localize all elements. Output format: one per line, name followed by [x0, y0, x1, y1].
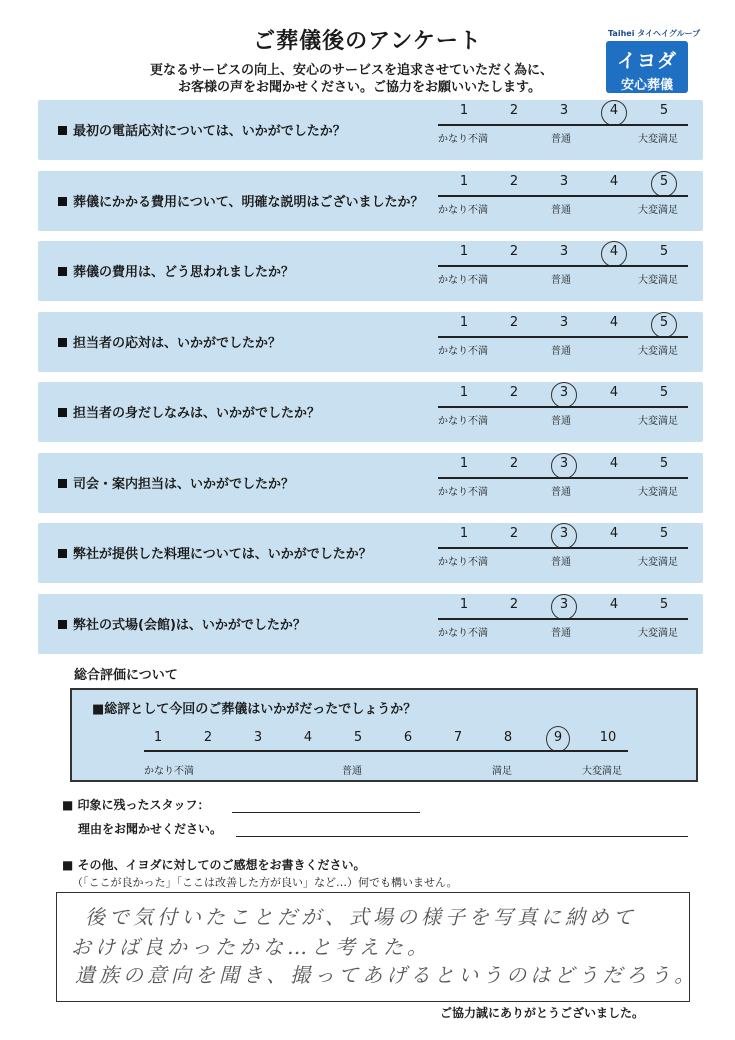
- logo-group: [606, 28, 701, 39]
- square-bullet-icon: [58, 620, 67, 629]
- scale-line: [438, 124, 688, 126]
- scale-label-low: かなり不満: [438, 275, 488, 286]
- scale-label-mid: 普通: [551, 627, 571, 639]
- comments-title: ■ その他、イヨダに対してのご感想をお書きください。: [62, 858, 366, 872]
- scale-line: [438, 406, 688, 408]
- scale-label-low: かなり不満: [438, 627, 488, 639]
- scale-line: [438, 618, 688, 620]
- comment-line-1: 後で気付いたことだが、式場の様子を写真に納めて: [85, 905, 637, 929]
- scale-label-low: かなり不満: [438, 416, 488, 427]
- question-text: [58, 191, 423, 210]
- rating-option[interactable]: 4: [609, 103, 619, 118]
- scale-label-low: かなり不満: [438, 345, 488, 357]
- question-row: [38, 312, 703, 372]
- rating-scale: [438, 244, 688, 264]
- rating-option[interactable]: 4: [609, 526, 619, 541]
- overall-rating-option[interactable]: 3: [253, 730, 263, 745]
- rating-option[interactable]: 4: [609, 385, 619, 400]
- question-row: [38, 241, 703, 301]
- scale-label-low: かなり不満: [438, 486, 488, 498]
- question-row: [38, 594, 703, 654]
- question-text: [58, 543, 372, 562]
- selected-circle-icon: [551, 594, 577, 620]
- rating-option[interactable]: 3: [559, 244, 569, 259]
- rating-option[interactable]: 3: [559, 173, 569, 189]
- scale-label-high: 大変満足: [638, 275, 678, 286]
- rating-option[interactable]: 2: [509, 173, 519, 189]
- intro-line-2: お客様の声をお聞かせください。ご協力をお願いいたします。: [178, 80, 541, 95]
- logo-box: [606, 41, 688, 93]
- rating-option[interactable]: 4: [609, 314, 619, 330]
- overall-rating-option[interactable]: 9: [553, 730, 563, 745]
- comment-line-3: 遺族の意向を聞き、撮ってあげるというのはどうだろう。: [75, 963, 699, 987]
- scale-line: [438, 265, 688, 267]
- square-bullet-icon: [58, 338, 67, 347]
- rating-option[interactable]: 5: [659, 244, 669, 259]
- square-bullet-icon: [58, 408, 67, 417]
- scale-line: [438, 477, 688, 479]
- scale-label-high: 大変満足: [638, 557, 678, 568]
- scale-label-low: かなり不満: [438, 134, 488, 145]
- scale-label-low: かなり不満: [438, 204, 488, 216]
- rating-option[interactable]: 3: [559, 314, 569, 330]
- overall-rating-option[interactable]: 8: [503, 730, 513, 745]
- overall-section-title: 総合評価について: [74, 668, 178, 683]
- logo-group-text: Taihei タイヘイグループ: [608, 29, 701, 38]
- comments-subtitle: （「ここが良かった」「ここは改善した方が良い」など…）何でも構いません。: [72, 876, 458, 889]
- scale-label-high: 大変満足: [638, 416, 678, 427]
- logo-tagline: 安心葬儀: [620, 78, 673, 93]
- overall-selected-circle-icon: [546, 726, 570, 752]
- question-label: 担当者の身だしなみは、いかがでしたか？: [73, 406, 321, 421]
- rating-option[interactable]: 5: [659, 385, 669, 400]
- reason-label: 理由をお聞かせください。: [78, 822, 223, 836]
- overall-rating-option[interactable]: 1: [153, 730, 163, 745]
- overall-rating-option[interactable]: 7: [453, 730, 463, 745]
- rating-option[interactable]: 1: [459, 455, 469, 471]
- question-label: 担当者の応対は、いかがでしたか？: [73, 335, 282, 351]
- scale-label-mid: 普通: [551, 416, 571, 427]
- comment-box[interactable]: [56, 892, 699, 1002]
- rating-option[interactable]: 4: [609, 596, 619, 612]
- scale-label-high: 大変満足: [638, 345, 678, 357]
- question-text: [58, 402, 320, 421]
- rating-option[interactable]: 5: [659, 596, 669, 612]
- rating-option[interactable]: 5: [659, 314, 669, 330]
- rating-option[interactable]: 1: [459, 244, 469, 259]
- scale-line: [438, 336, 688, 338]
- overall-scale-line: [144, 750, 628, 752]
- rating-option[interactable]: 2: [509, 314, 519, 330]
- question-row: [38, 453, 703, 513]
- square-bullet-icon: [58, 126, 67, 135]
- rating-option[interactable]: 4: [609, 173, 619, 189]
- rating-option[interactable]: 1: [459, 314, 469, 330]
- rating-option[interactable]: 1: [459, 173, 469, 189]
- overall-rating-option[interactable]: 5: [353, 730, 363, 745]
- scale-label-high: 大変満足: [638, 486, 678, 498]
- selected-circle-icon: [601, 241, 627, 267]
- question-label: 最初の電話応対については、いかがでしたか？: [73, 124, 346, 139]
- scale-line: [438, 195, 688, 197]
- scale-label-low: かなり不満: [438, 557, 488, 568]
- rating-option[interactable]: 5: [659, 526, 669, 541]
- overall-label-high: 大変満足: [582, 766, 622, 777]
- question-row: [38, 100, 703, 160]
- question-label: 司会・案内担当は、いかがでしたか？: [73, 476, 295, 492]
- logo-brand: イヨダ: [616, 50, 677, 72]
- rating-option[interactable]: 1: [459, 526, 469, 541]
- rating-option[interactable]: 3: [559, 526, 569, 541]
- rating-option[interactable]: 1: [459, 385, 469, 400]
- scale-label-mid: 普通: [551, 557, 571, 568]
- question-label: 弊社が提供した料理については、いかがでしたか？: [73, 547, 372, 562]
- scale-label-high: 大変満足: [638, 204, 678, 216]
- overall-rating-option[interactable]: 2: [203, 730, 213, 745]
- overall-label-mid: 普通: [342, 766, 362, 777]
- rating-option[interactable]: 5: [659, 103, 669, 118]
- rating-option[interactable]: 5: [659, 455, 669, 471]
- rating-option[interactable]: 2: [509, 244, 519, 259]
- square-bullet-icon: [58, 479, 67, 488]
- square-bullet-icon: [58, 267, 67, 276]
- rating-option[interactable]: 2: [509, 455, 519, 471]
- scale-label-mid: 普通: [551, 134, 571, 145]
- rating-option[interactable]: 2: [509, 385, 519, 400]
- overall-label-satisfied: 満足: [492, 766, 512, 777]
- selected-circle-icon: [601, 100, 627, 126]
- selected-circle-icon: [551, 382, 577, 408]
- question-text: [58, 332, 281, 351]
- question-text: [58, 614, 306, 633]
- overall-box: [70, 688, 698, 782]
- staff-label: ■ 印象に残ったスタッフ：: [62, 798, 210, 812]
- reason-input-line[interactable]: [236, 836, 688, 837]
- question-label: 葬儀にかかる費用について、明確な説明はございましたか？: [73, 194, 424, 210]
- rating-option[interactable]: 2: [509, 103, 519, 118]
- overall-rating-option[interactable]: 10: [599, 730, 617, 745]
- overall-scale-numbers: [146, 730, 617, 750]
- overall-question: ■総評として今回のご葬儀はいかがだったでしょうか？: [92, 702, 417, 717]
- question-row: [38, 171, 703, 231]
- page-title: ご葬儀後のアンケート: [253, 29, 482, 54]
- rating-option[interactable]: 4: [609, 244, 619, 259]
- selected-circle-icon: [551, 453, 577, 479]
- question-text: [58, 473, 294, 492]
- rating-option[interactable]: 3: [559, 596, 569, 612]
- scale-label-high: 大変満足: [638, 134, 678, 145]
- square-bullet-icon: [58, 549, 67, 558]
- rating-scale: [438, 526, 688, 546]
- overall-rating-option[interactable]: 6: [403, 730, 413, 745]
- question-text: [58, 120, 346, 139]
- thanks-text: ご協力誠にありがとうございました。: [440, 1006, 645, 1020]
- rating-option[interactable]: 2: [509, 526, 519, 541]
- scale-label-mid: 普通: [551, 345, 571, 357]
- overall-rating-option[interactable]: 4: [303, 730, 313, 745]
- rating-option[interactable]: 3: [559, 455, 569, 471]
- rating-scale: [438, 385, 688, 405]
- question-label: 葬儀の費用は、どう思われましたか？: [73, 265, 295, 280]
- question-label: 弊社の式場(会館)は、いかがでしたか？: [73, 617, 306, 633]
- selected-circle-icon: [651, 171, 677, 197]
- scale-line: [438, 547, 688, 549]
- staff-input-line[interactable]: [232, 812, 420, 813]
- rating-scale: [438, 597, 688, 617]
- rating-option[interactable]: 5: [659, 173, 669, 189]
- rating-option[interactable]: 1: [459, 103, 469, 118]
- rating-scale: [438, 456, 688, 476]
- intro-text: [150, 62, 553, 96]
- scale-label-mid: 普通: [551, 275, 571, 286]
- scale-label-mid: 普通: [551, 204, 571, 216]
- question-row: [38, 382, 703, 442]
- question-row: [38, 523, 703, 583]
- rating-option[interactable]: 2: [509, 596, 519, 612]
- company-logo: [606, 28, 701, 93]
- rating-option[interactable]: 4: [609, 455, 619, 471]
- comment-line-2: おけば良かったかな…と考えた。: [71, 935, 431, 959]
- rating-scale: [438, 103, 688, 123]
- rating-scale: [438, 315, 688, 335]
- scale-label-high: 大変満足: [638, 627, 678, 639]
- question-text: [58, 261, 294, 280]
- overall-label-low: かなり不満: [144, 766, 194, 777]
- scale-label-mid: 普通: [551, 486, 571, 498]
- rating-option[interactable]: 3: [559, 103, 569, 118]
- square-bullet-icon: [58, 197, 67, 206]
- rating-scale: [438, 174, 688, 194]
- rating-option[interactable]: 1: [459, 596, 469, 612]
- rating-option[interactable]: 3: [559, 385, 569, 400]
- selected-circle-icon: [651, 312, 677, 338]
- intro-line-1: 更なるサービスの向上、安心のサービスを追求させていただく為に、: [150, 63, 554, 78]
- selected-circle-icon: [551, 523, 577, 549]
